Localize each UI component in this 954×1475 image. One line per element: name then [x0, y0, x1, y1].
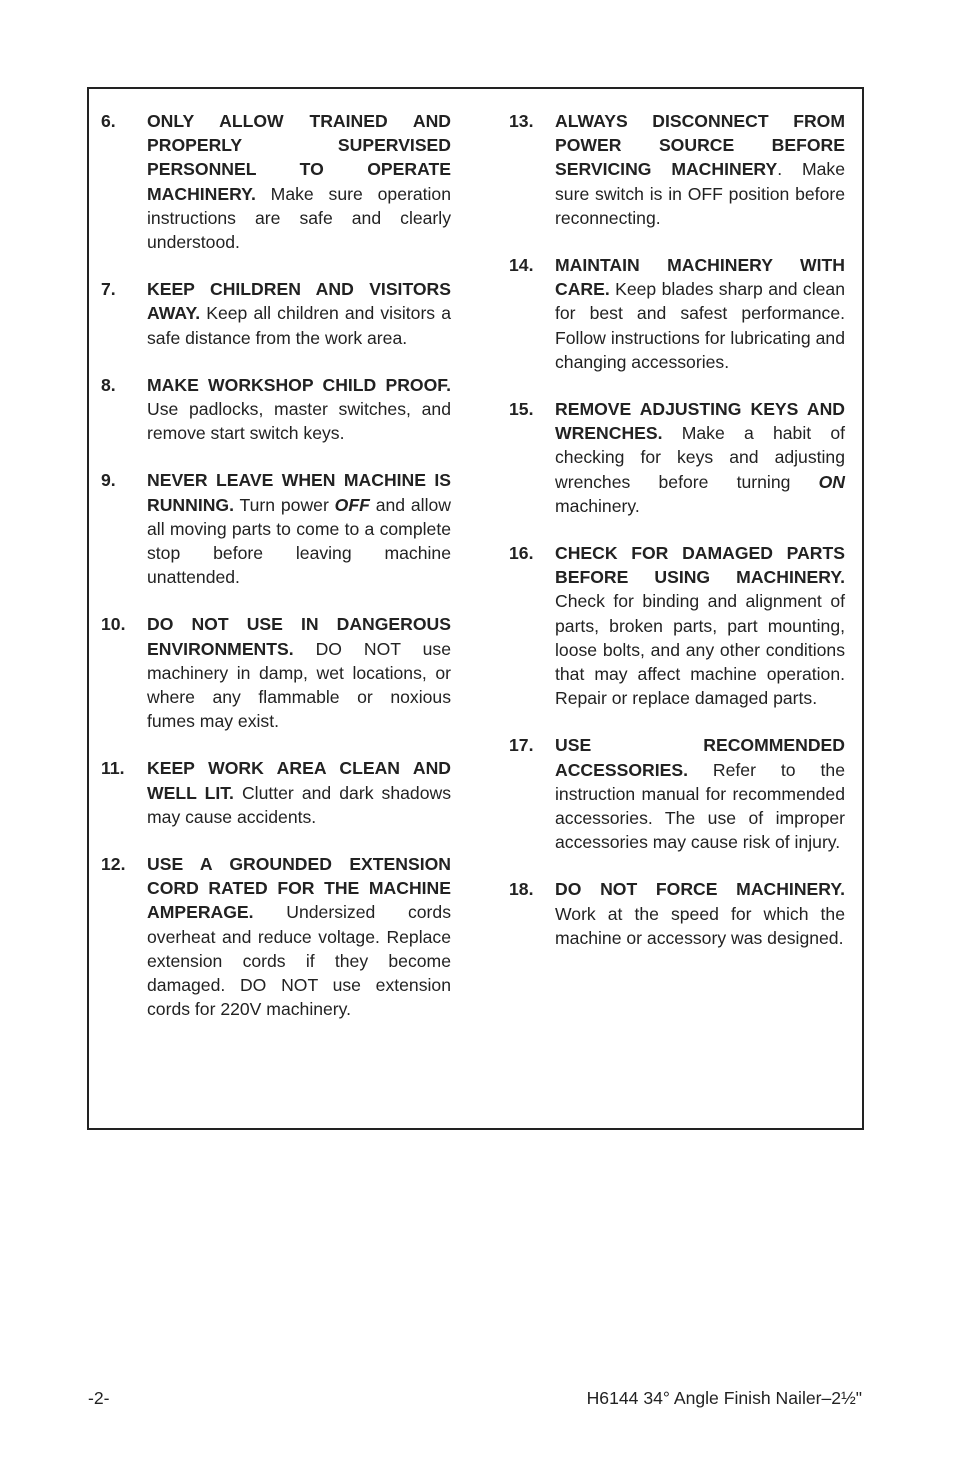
rule-text: Refer to the instruction manual for recommended accessories. The use of improper accessories may cause risk of injury.: [555, 759, 845, 853]
rule-number: 14.: [509, 255, 534, 276]
rule-item: [505, 253, 845, 374]
rule-item: [97, 612, 451, 733]
rule-number: 7.: [101, 279, 116, 300]
rule-item: [97, 373, 451, 446]
rule-item: [505, 109, 845, 230]
rule-number: 11.: [101, 758, 125, 779]
rule-heading: ONLY ALLOW TRAINED AND PROPERLY SUPERVISED PERSONNEL TO OPERATE MACHINERY.: [147, 111, 451, 204]
rule-number: 12.: [101, 854, 126, 875]
rule-text-tail: and allow all moving parts to come to a complete stop before leaving machine unattended.: [147, 494, 451, 588]
rule-heading: KEEP CHILDREN AND VISITORS AWAY.: [147, 279, 451, 324]
rule-number: 18.: [509, 879, 534, 900]
rule-heading: NEVER LEAVE WHEN MACHINE IS RUNNING.: [147, 470, 451, 515]
rule-number: 13.: [509, 111, 534, 131]
rule-number: 9.: [101, 470, 116, 491]
rule-heading: USE A GROUNDED EXTENSION CORD RATED FOR THE MACHINE AMPERAGE.: [147, 854, 451, 923]
rule-number: 10.: [101, 614, 126, 635]
rule-number: 8.: [101, 374, 116, 395]
page-number: -2-: [88, 1388, 110, 1408]
rule-heading: ALWAYS DISCONNECT FROM POWER SOURCE BEFORE SERVICING MACHINERY: [555, 111, 845, 180]
rule-heading: REMOVE ADJUSTING KEYS AND WRENCHES.: [555, 399, 845, 444]
rule-text: . Make sure switch is in OFF position before reconnecting.: [555, 159, 845, 228]
rule-text: Use padlocks, master switches, and remove start switch keys.: [147, 399, 451, 444]
rule-text: Undersized cords overheat and reduce voltage. Replace extension cords if they become damaged. DO NOT use extension cords for 220V machinery.: [147, 902, 451, 1020]
rule-number: 16.: [509, 543, 534, 564]
rule-emphasis: ON: [818, 471, 845, 492]
left-column: [97, 109, 451, 1045]
rule-item: [97, 852, 451, 1021]
rule-text: Work at the speed for which the machine or accessory was designed.: [555, 903, 845, 948]
rule-heading: USE RECOMMENDED ACCESSORIES.: [555, 735, 845, 780]
rule-heading: KEEP WORK AREA CLEAN AND WELL LIT.: [147, 758, 451, 803]
rule-heading: DO NOT USE IN DANGEROUS ENVIRONMENTS.: [147, 614, 451, 659]
rule-text: Keep blades sharp and clean for best and safest performance. Follow instructions for lubricating and changing accessories.: [555, 279, 845, 372]
rule-text: Make sure operation instructions are safe and clearly understood.: [147, 183, 451, 253]
rule-text: Clutter and dark shadows may cause accidents.: [147, 782, 451, 827]
rule-heading: MAINTAIN MACHINERY WITH CARE.: [555, 255, 845, 300]
rule-text: Turn power: [234, 494, 335, 515]
rule-item: [97, 468, 451, 589]
document-title: H6144 34° Angle Finish Nailer–2½": [586, 1388, 862, 1408]
rule-item: [505, 877, 845, 950]
rule-text: Keep all children and visitors a safe distance from the work area.: [147, 303, 451, 348]
rule-emphasis: OFF: [334, 494, 370, 515]
rule-item: [505, 541, 845, 710]
rule-heading: CHECK FOR DAMAGED PARTS BEFORE USING MACHINERY.: [555, 543, 845, 588]
rule-item: [505, 397, 845, 518]
rule-item: [505, 733, 845, 854]
rule-text: DO NOT use machinery in damp, wet locations, or where any flammable or noxious fumes may exist.: [147, 638, 451, 732]
rule-heading: DO NOT FORCE MACHINERY.: [555, 879, 845, 900]
rule-heading: MAKE WORKSHOP CHILD PROOF.: [147, 374, 451, 395]
rule-text: Check for binding and alignment of parts, broken parts, part mounting, loose bolts, and any other conditions that may affect machine operation. Repair or replace damaged parts.: [555, 591, 845, 709]
rule-number: 17.: [509, 735, 534, 756]
safety-rules-box: [87, 87, 864, 1130]
rule-text: Make a habit of checking for keys and adjusting wrenches before turning: [555, 423, 845, 492]
rule-number: 6.: [101, 111, 116, 131]
rule-number: 15.: [509, 399, 534, 420]
rule-text-tail: machinery.: [555, 495, 640, 516]
rule-item: [97, 109, 451, 254]
rule-item: [97, 277, 451, 350]
right-column: [505, 109, 845, 973]
rule-item: [97, 756, 451, 829]
